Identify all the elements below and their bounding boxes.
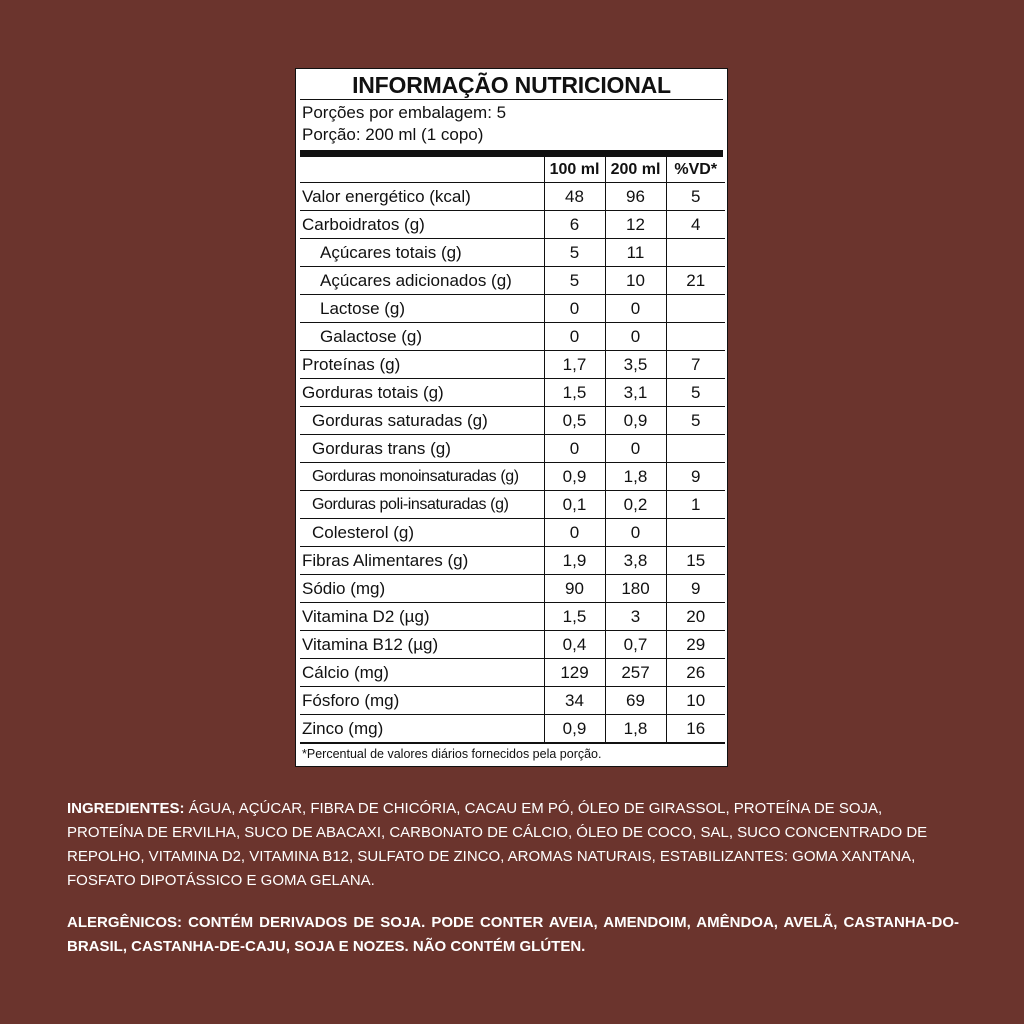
- value-200ml: 1,8: [605, 463, 666, 491]
- value-dv: 20: [666, 603, 725, 631]
- value-dv: [666, 239, 725, 267]
- nutrient-name: Fósforo (mg): [300, 687, 544, 715]
- value-200ml: 96: [605, 183, 666, 211]
- label-title: INFORMAÇÃO NUTRICIONAL: [300, 69, 723, 100]
- value-200ml: 0: [605, 519, 666, 547]
- value-dv: 1: [666, 491, 725, 519]
- nutrient-name: Valor energético (kcal): [300, 183, 544, 211]
- value-200ml: 0,9: [605, 407, 666, 435]
- column-header: 100 ml: [544, 157, 605, 183]
- value-100ml: 5: [544, 267, 605, 295]
- value-200ml: 257: [605, 659, 666, 687]
- nutrient-name: Gorduras poli-insaturadas (g): [300, 491, 544, 519]
- value-100ml: 48: [544, 183, 605, 211]
- table-row: [300, 715, 725, 744]
- value-100ml: 1,7: [544, 351, 605, 379]
- nutrient-name: Zinco (mg): [300, 715, 544, 744]
- nutrient-name: Sódio (mg): [300, 575, 544, 603]
- value-dv: 5: [666, 407, 725, 435]
- value-100ml: 1,5: [544, 379, 605, 407]
- value-100ml: 0,9: [544, 715, 605, 744]
- value-dv: 7: [666, 351, 725, 379]
- value-dv: [666, 519, 725, 547]
- nutrient-name: Proteínas (g): [300, 351, 544, 379]
- value-100ml: 0,4: [544, 631, 605, 659]
- value-100ml: 0: [544, 519, 605, 547]
- table-row: [300, 267, 725, 295]
- table-row: [300, 351, 725, 379]
- value-100ml: 34: [544, 687, 605, 715]
- ingredients-heading: INGREDIENTES:: [67, 800, 185, 817]
- value-dv: [666, 435, 725, 463]
- nutrition-facts-label: [295, 68, 728, 767]
- nutrient-name: Gorduras monoinsaturadas (g): [300, 463, 544, 491]
- column-header: %VD*: [666, 157, 725, 183]
- nutrient-name: Gorduras saturadas (g): [300, 407, 544, 435]
- table-row: [300, 659, 725, 687]
- table-row: [300, 239, 725, 267]
- table-row: [300, 575, 725, 603]
- table-row: [300, 491, 725, 519]
- nutrition-table: [300, 157, 725, 744]
- table-header-row: [300, 157, 725, 183]
- allergens-text: ALERGÊNICOS: CONTÉM DERIVADOS DE SOJA. PODE CONTER AVEIA, AMENDOIM, AMÊNDOA, AVELÃ, CASTANHA-DO-BRASIL, CASTANHA-DE-CAJU, SOJA E NOZES. NÃO CONTÉM GLÚTEN.: [67, 914, 959, 955]
- nutrient-name: Lactose (g): [300, 295, 544, 323]
- value-100ml: 1,9: [544, 547, 605, 575]
- table-row: [300, 463, 725, 491]
- nutrient-name: Açúcares totais (g): [300, 239, 544, 267]
- value-200ml: 3,8: [605, 547, 666, 575]
- value-100ml: 0: [544, 323, 605, 351]
- value-200ml: 10: [605, 267, 666, 295]
- value-200ml: 11: [605, 239, 666, 267]
- value-dv: [666, 295, 725, 323]
- table-row: [300, 687, 725, 715]
- nutrient-name: Cálcio (mg): [300, 659, 544, 687]
- value-200ml: 0: [605, 435, 666, 463]
- value-dv: 9: [666, 463, 725, 491]
- nutrient-name: Açúcares adicionados (g): [300, 267, 544, 295]
- value-100ml: 0: [544, 295, 605, 323]
- nutrient-name: Carboidratos (g): [300, 211, 544, 239]
- value-100ml: 129: [544, 659, 605, 687]
- table-row: [300, 603, 725, 631]
- value-200ml: 0,2: [605, 491, 666, 519]
- value-100ml: 5: [544, 239, 605, 267]
- thick-divider: [300, 150, 723, 157]
- nutrient-name: Fibras Alimentares (g): [300, 547, 544, 575]
- table-row: [300, 407, 725, 435]
- value-100ml: 0,5: [544, 407, 605, 435]
- value-dv: 21: [666, 267, 725, 295]
- value-dv: 10: [666, 687, 725, 715]
- value-dv: 4: [666, 211, 725, 239]
- nutrient-name: Colesterol (g): [300, 519, 544, 547]
- column-header: 200 ml: [605, 157, 666, 183]
- value-100ml: 1,5: [544, 603, 605, 631]
- value-200ml: 3,5: [605, 351, 666, 379]
- value-dv: 29: [666, 631, 725, 659]
- value-200ml: 3: [605, 603, 666, 631]
- value-200ml: 12: [605, 211, 666, 239]
- value-100ml: 90: [544, 575, 605, 603]
- ingredients-text: [67, 797, 959, 893]
- value-200ml: 0,7: [605, 631, 666, 659]
- ingredients-list: ÁGUA, AÇÚCAR, FIBRA DE CHICÓRIA, CACAU EM PÓ, ÓLEO DE GIRASSOL, PROTEÍNA DE SOJA, PROTEÍNA DE ERVILHA, SUCO DE ABACAXI, CARBONATO DE CÁLCIO, ÓLEO DE COCO, SAL, SUCO CONCENTRADO DE REPOLHO, VITAMINA D2, VITAMINA B12, SULFATO DE ZINCO, AROMAS NATURAIS, ESTABILIZANTES: GOMA XANTANA, FOSFATO DIPOTÁSSICO E GOMA GELANA.: [67, 800, 928, 889]
- value-100ml: 0: [544, 435, 605, 463]
- nutrient-name: Vitamina B12 (µg): [300, 631, 544, 659]
- value-dv: 16: [666, 715, 725, 744]
- value-100ml: 0,9: [544, 463, 605, 491]
- value-200ml: 0: [605, 295, 666, 323]
- value-200ml: 180: [605, 575, 666, 603]
- value-dv: 5: [666, 379, 725, 407]
- value-200ml: 69: [605, 687, 666, 715]
- value-dv: [666, 323, 725, 351]
- table-row: [300, 295, 725, 323]
- serving-size: Porção: 200 ml (1 copo): [302, 125, 484, 144]
- table-row: [300, 379, 725, 407]
- label-footnote: *Percentual de valores diários fornecidos pela porção.: [302, 747, 602, 761]
- nutrient-name: Vitamina D2 (µg): [300, 603, 544, 631]
- value-dv: 15: [666, 547, 725, 575]
- value-200ml: 0: [605, 323, 666, 351]
- column-header: [300, 157, 544, 183]
- value-dv: 5: [666, 183, 725, 211]
- nutrient-name: Galactose (g): [300, 323, 544, 351]
- table-row: [300, 547, 725, 575]
- table-row: [300, 211, 725, 239]
- value-dv: 9: [666, 575, 725, 603]
- servings-per-package: Porções por embalagem: 5: [302, 103, 507, 122]
- table-row: [300, 323, 725, 351]
- table-row: [300, 631, 725, 659]
- value-100ml: 0,1: [544, 491, 605, 519]
- table-row: [300, 183, 725, 211]
- servings-info: [296, 100, 727, 146]
- table-row: [300, 519, 725, 547]
- nutrient-name: Gorduras totais (g): [300, 379, 544, 407]
- value-100ml: 6: [544, 211, 605, 239]
- table-row: [300, 435, 725, 463]
- value-dv: 26: [666, 659, 725, 687]
- value-200ml: 3,1: [605, 379, 666, 407]
- value-200ml: 1,8: [605, 715, 666, 744]
- nutrient-name: Gorduras trans (g): [300, 435, 544, 463]
